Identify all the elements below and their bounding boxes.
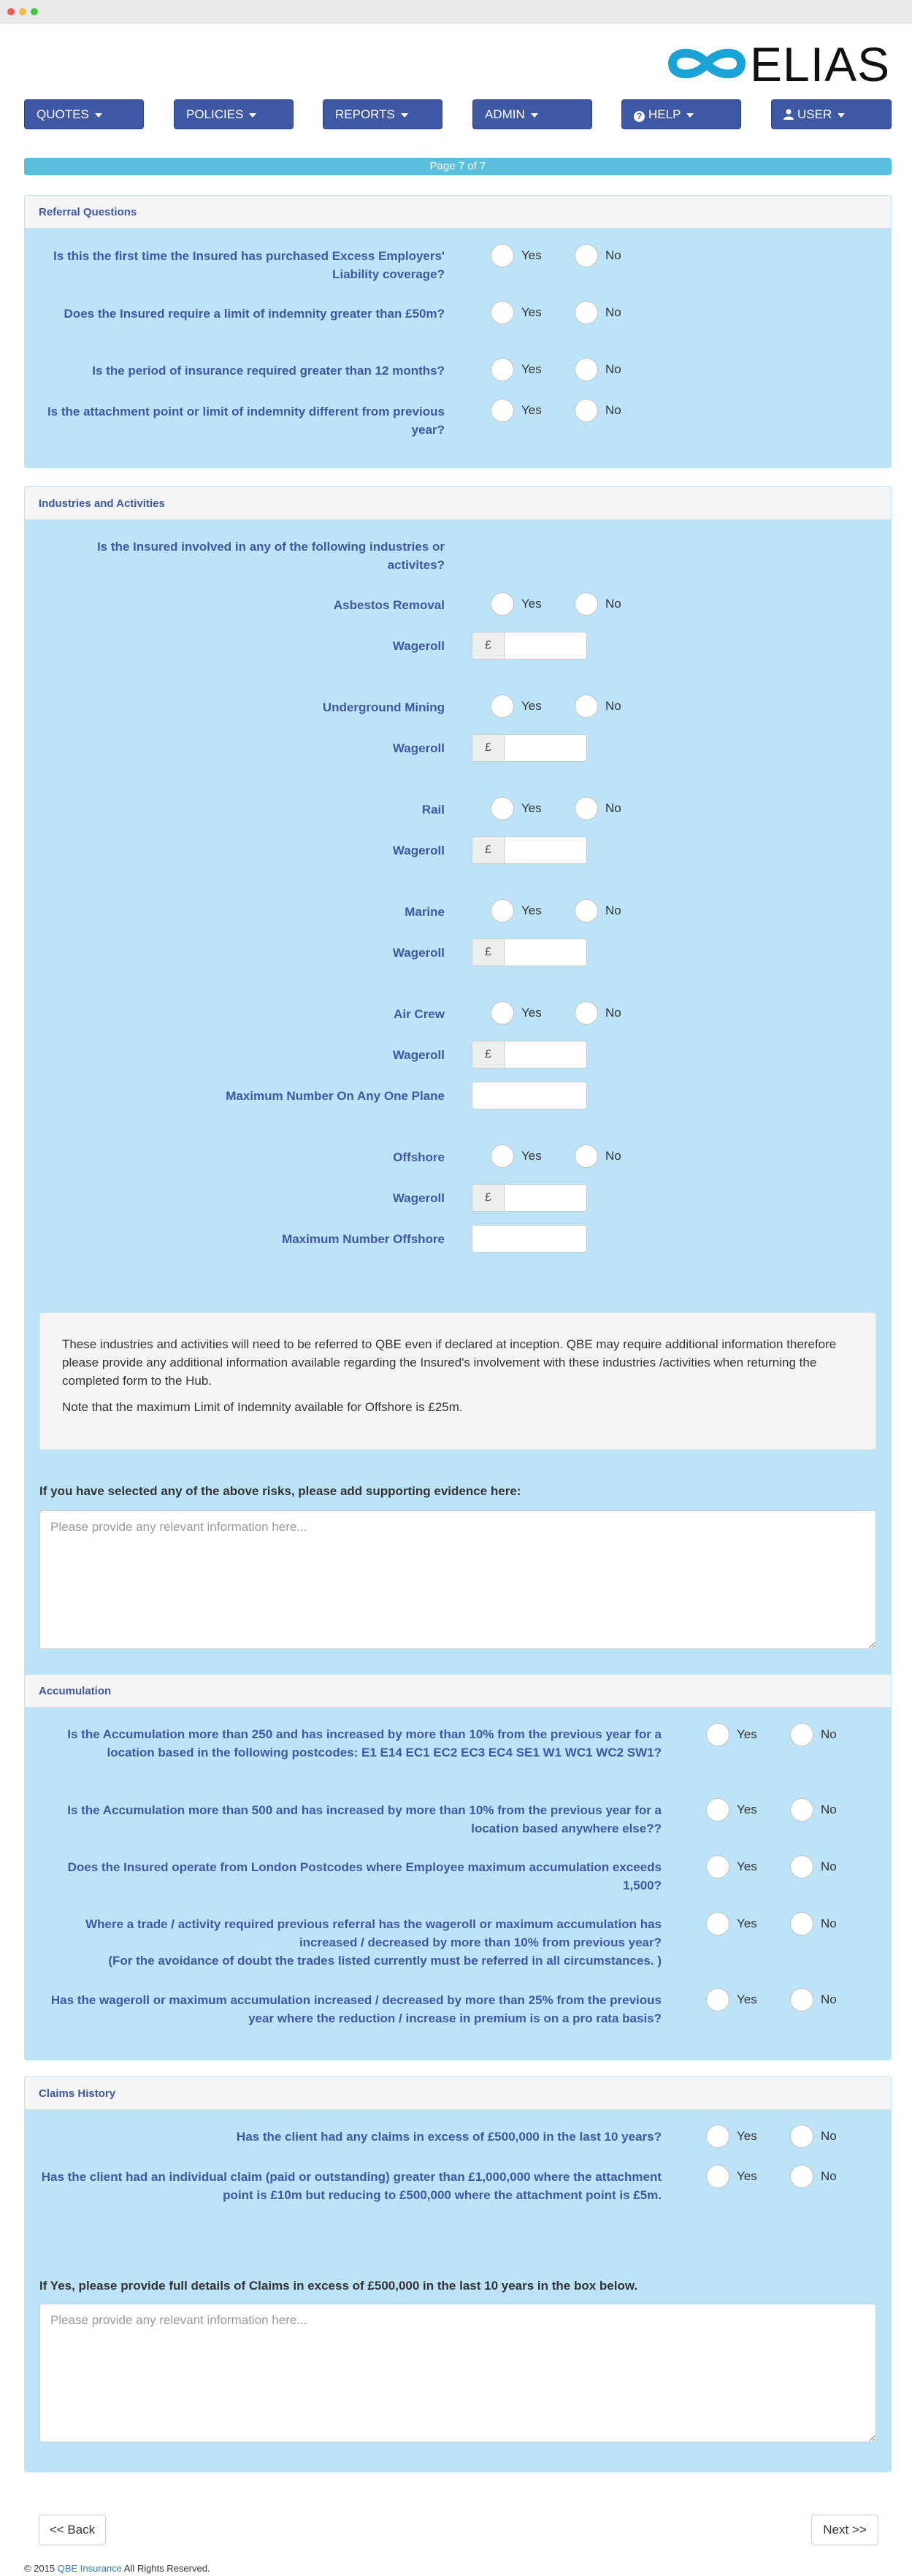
wageroll-input[interactable] <box>504 1184 587 1212</box>
wageroll-label: Wageroll <box>392 639 445 653</box>
currency-addon: £ <box>472 836 504 864</box>
wageroll-label: Wageroll <box>392 946 445 960</box>
info-text: These industries and activities will need to be referred to QBE even if declared at inception. QBE may require additional information therefore please provide any additional information available regarding the Insured's involvement with these industries /activities when returning the completed form to the Hub. <box>62 1337 837 1388</box>
nav-user[interactable] <box>771 99 892 129</box>
wageroll-input[interactable] <box>504 632 587 660</box>
question-period-over-12-months: Is the period of insurance required greater than 12 months? <box>92 364 445 378</box>
radio-yes[interactable] <box>706 1912 729 1935</box>
panel-claims-history <box>24 2076 892 2472</box>
radio-no[interactable] <box>790 1912 813 1935</box>
question-individual-claim: Has the client had an individual claim (paid or outstanding) greater than £1,000,000 where the attachment point is £10m but reducing to £500,000 where the attachment point is £5m. <box>41 2170 662 2202</box>
evidence-textarea[interactable] <box>39 1510 876 1649</box>
page <box>0 24 912 2576</box>
radio-yes[interactable] <box>491 244 514 267</box>
industry-marine: Marine <box>405 905 445 919</box>
wageroll-label: Wageroll <box>392 1048 445 1062</box>
max-offshore-label: Maximum Number Offshore <box>282 1232 445 1246</box>
radio-label-yes: Yes <box>521 1149 542 1163</box>
radio-label-yes: Yes <box>521 699 542 713</box>
caret-down-icon <box>95 113 102 118</box>
panel-title: Claims History <box>25 2077 891 2110</box>
radio-no[interactable] <box>575 1144 598 1168</box>
radio-yes[interactable] <box>706 1798 729 1822</box>
radio-label-no: No <box>821 1727 837 1741</box>
radio-label-yes: Yes <box>737 1727 757 1741</box>
radio-no[interactable] <box>790 2165 813 2188</box>
radio-label-yes: Yes <box>521 903 542 917</box>
radio-no[interactable] <box>575 695 598 718</box>
radio-no[interactable] <box>575 399 598 422</box>
claims-details-textarea[interactable] <box>39 2304 876 2442</box>
radio-no[interactable] <box>790 1855 813 1879</box>
radio-label-no: No <box>605 699 621 713</box>
radio-label-yes: Yes <box>737 2129 757 2143</box>
radio-yes[interactable] <box>491 358 514 381</box>
progress-label: Page 7 of 7 <box>429 160 486 172</box>
claims-details-label: If Yes, please provide full details of Claims in excess of £500,000 in the last 10 years in the box below. <box>39 2279 638 2293</box>
industry-asbestos-removal: Asbestos Removal <box>333 598 445 612</box>
radio-yes[interactable] <box>491 1001 514 1025</box>
question-limit-over-50m: Does the Insured require a limit of indemnity greater than £50m? <box>64 307 445 321</box>
radio-yes[interactable] <box>491 592 514 616</box>
nav-label: USER <box>797 107 832 121</box>
radio-label-no: No <box>821 1916 837 1930</box>
radio-label-no: No <box>605 801 621 815</box>
radio-yes[interactable] <box>491 1144 514 1168</box>
footer <box>24 2563 210 2574</box>
caret-down-icon <box>249 113 256 118</box>
browser-chrome <box>0 0 912 23</box>
radio-label-yes: Yes <box>737 1803 757 1816</box>
question-first-time-excess-el: Is this the first time the Insured has purchased Excess Employers' Liability coverage? <box>53 249 445 281</box>
industry-air-crew: Air Crew <box>394 1007 445 1021</box>
radio-yes[interactable] <box>491 797 514 820</box>
industries-intro: Is the Insured involved in any of the following industries or activites? <box>96 540 445 572</box>
radio-no[interactable] <box>575 1001 598 1025</box>
caret-down-icon <box>838 113 845 118</box>
wageroll-input[interactable] <box>504 734 587 762</box>
wageroll-input[interactable] <box>504 1041 587 1069</box>
panel-title: Accumulation <box>25 1675 891 1708</box>
maximize-window-icon[interactable] <box>31 8 38 15</box>
nav-label: POLICIES <box>186 107 244 121</box>
back-button[interactable]: << Back <box>39 2515 106 2545</box>
nav-label: QUOTES <box>37 107 89 121</box>
question-accumulation-250: Is the Accumulation more than 250 and has increased by more than 10% from the previous year for a location based in the following postcodes: E1 E14 EC1 EC2 EC3 EC4 SE1 W1 WC1 WC2 SW1? <box>67 1727 662 1759</box>
question-previous-referral-note: (For the avoidance of doubt the trades listed currently must be referred in all circumstances. ) <box>108 1954 662 1968</box>
wageroll-label: Wageroll <box>392 1191 445 1205</box>
question-wageroll-25-percent: Has the wageroll or maximum accumulation increased / decreased by more than 25% from the previous year where the reduction / increase in premium is on a pro rata basis? <box>50 1993 662 2025</box>
question-accumulation-500: Is the Accumulation more than 500 and has increased by more than 10% from the previous year for a location based anywhere else?? <box>67 1803 662 1835</box>
minimize-window-icon[interactable] <box>19 8 26 15</box>
radio-label-no: No <box>821 1803 837 1816</box>
radio-label-yes: Yes <box>521 1006 542 1020</box>
radio-no[interactable] <box>790 2125 813 2148</box>
nav-reports[interactable] <box>323 99 442 129</box>
caret-down-icon <box>531 113 538 118</box>
currency-addon: £ <box>472 939 504 966</box>
radio-yes[interactable] <box>706 1723 729 1746</box>
radio-label-no: No <box>821 2169 837 2183</box>
next-button[interactable]: Next >> <box>811 2515 878 2545</box>
question-attachment-point-changed: Is the attachment point or limit of indemnity different from previous year? <box>47 405 445 437</box>
caret-down-icon <box>686 113 694 118</box>
radio-label-yes: Yes <box>737 2169 757 2183</box>
wageroll-label: Wageroll <box>392 741 445 755</box>
radio-label-no: No <box>821 1992 837 2006</box>
radio-label-no: No <box>605 248 621 262</box>
question-previous-referral-trade: Where a trade / activity required previous referral has the wageroll or maximum accumulation has increased / decreased by more than 10% from previous year? <box>85 1917 662 1949</box>
radio-label-no: No <box>605 305 621 319</box>
nav-policies[interactable] <box>174 99 294 129</box>
radio-label-no: No <box>821 2129 837 2143</box>
max-per-plane-input[interactable] <box>472 1082 587 1109</box>
radio-yes[interactable] <box>491 399 514 422</box>
industry-rail: Rail <box>421 803 445 817</box>
radio-label-yes: Yes <box>737 1992 757 2006</box>
question-london-postcodes: Does the Insured operate from London Postcodes where Employee maximum accumulation exceeds 1,500? <box>67 1860 662 1892</box>
radio-label-yes: Yes <box>737 1916 757 1930</box>
radio-label-no: No <box>821 1860 837 1873</box>
radio-label-yes: Yes <box>737 1860 757 1873</box>
nav-label: ADMIN <box>485 107 525 121</box>
max-per-plane-label: Maximum Number On Any One Plane <box>226 1089 445 1103</box>
panel-title: Referral Questions <box>25 196 891 229</box>
brand-logo[interactable] <box>668 39 894 90</box>
progress-bar <box>24 158 892 175</box>
wageroll-label: Wageroll <box>392 844 445 857</box>
radio-no[interactable] <box>575 244 598 267</box>
radio-yes[interactable] <box>491 899 514 922</box>
radio-label-yes: Yes <box>521 597 542 611</box>
panel-referral-questions <box>24 195 892 468</box>
info-text-offshore-limit: Note that the maximum Limit of Indemnity available for Offshore is £25m. <box>62 1400 463 1414</box>
infinity-logo-icon <box>668 43 746 84</box>
question-circle-icon: ? <box>634 111 645 122</box>
radio-label-yes: Yes <box>521 362 542 376</box>
caret-down-icon <box>401 113 408 118</box>
radio-yes[interactable] <box>491 301 514 324</box>
max-offshore-input[interactable] <box>472 1225 587 1253</box>
radio-yes[interactable] <box>706 2165 729 2188</box>
radio-label-no: No <box>605 403 621 417</box>
radio-no[interactable] <box>575 592 598 616</box>
radio-yes[interactable] <box>706 1855 729 1879</box>
radio-label-yes: Yes <box>521 305 542 319</box>
radio-label-no: No <box>605 362 621 376</box>
radio-no[interactable] <box>790 1798 813 1822</box>
radio-label-yes: Yes <box>521 801 542 815</box>
footer-prefix: © 2015 <box>24 2563 58 2574</box>
main-nav <box>24 99 892 129</box>
radio-label-no: No <box>605 597 621 611</box>
nav-label: HELP <box>648 107 681 121</box>
referral-info-well <box>39 1312 876 1450</box>
nav-label: REPORTS <box>335 107 395 121</box>
radio-label-no: No <box>605 1006 621 1020</box>
nav-quotes[interactable] <box>24 99 144 129</box>
user-icon <box>783 109 794 120</box>
radio-yes[interactable] <box>491 695 514 718</box>
nav-help[interactable] <box>621 99 741 129</box>
currency-addon: £ <box>472 734 504 762</box>
panel-industries-activities <box>24 486 892 1679</box>
industry-underground-mining: Underground Mining <box>322 700 445 714</box>
radio-no[interactable] <box>790 1988 813 2011</box>
evidence-label: If you have selected any of the above risks, please add supporting evidence here: <box>39 1484 521 1498</box>
brand-name: ELIAS <box>750 37 891 91</box>
currency-addon: £ <box>472 632 504 660</box>
radio-label-no: No <box>605 903 621 917</box>
close-window-icon[interactable] <box>7 8 15 15</box>
wageroll-input[interactable] <box>504 939 587 966</box>
footer-suffix: All Rights Reserved. <box>121 2563 210 2574</box>
radio-no[interactable] <box>575 358 598 381</box>
radio-yes[interactable] <box>706 2125 729 2148</box>
currency-addon: £ <box>472 1041 504 1069</box>
currency-addon: £ <box>472 1184 504 1212</box>
radio-no[interactable] <box>790 1723 813 1746</box>
panel-title: Industries and Activities <box>25 487 891 520</box>
radio-label-yes: Yes <box>521 403 542 417</box>
industry-offshore: Offshore <box>393 1150 445 1164</box>
radio-label-no: No <box>605 1149 621 1163</box>
nav-admin[interactable] <box>472 99 592 129</box>
question-claims-over-500k: Has the client had any claims in excess of £500,000 in the last 10 years? <box>236 2130 662 2144</box>
radio-no[interactable] <box>575 797 598 820</box>
radio-yes[interactable] <box>706 1988 729 2011</box>
footer-qbe-link[interactable]: QBE Insurance <box>57 2563 122 2574</box>
radio-label-yes: Yes <box>521 248 542 262</box>
panel-accumulation <box>24 1674 892 2060</box>
wageroll-input[interactable] <box>504 836 587 864</box>
radio-no[interactable] <box>575 899 598 922</box>
radio-no[interactable] <box>575 301 598 324</box>
